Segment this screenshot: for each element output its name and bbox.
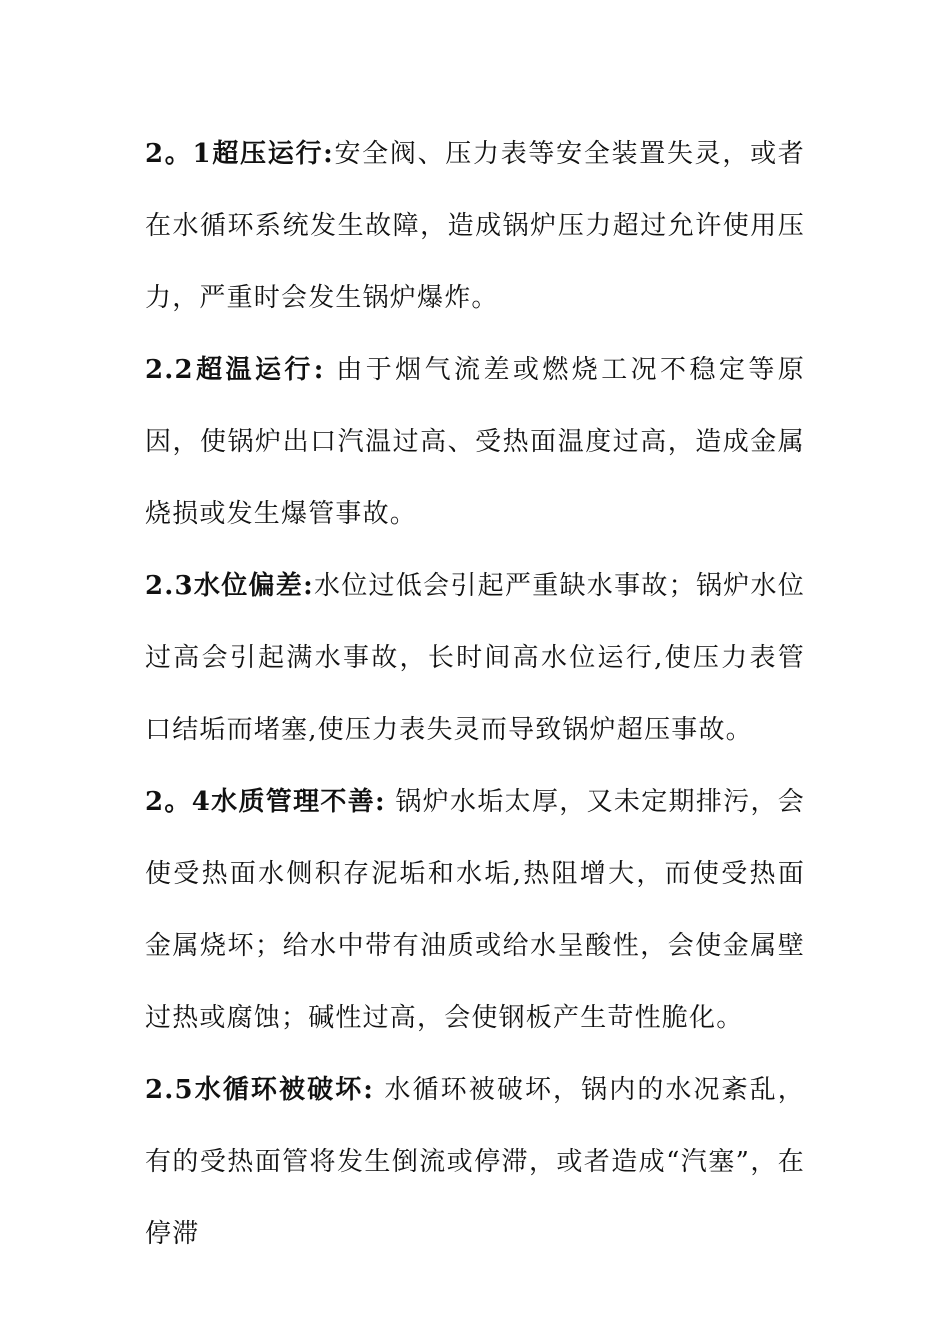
section-number: 2.3 <box>145 571 194 601</box>
section-2-5-paragraph <box>145 1054 805 1270</box>
section-body: 水位过低会引起严重缺水事故；锅炉水位过高会引起满水事故，长时间高水位运行,使压力表管口结垢而堵塞,使压力表失灵而导致锅炉超压事故。 <box>145 571 805 745</box>
section-heading: 超压运行: <box>211 139 334 169</box>
section-body: 水循环被破坏，锅内的水况紊乱，有的受热面管将发生倒流或停滞，或者造成“汽塞”，在停滞 <box>145 1075 805 1249</box>
section-2-3-paragraph <box>145 550 805 766</box>
section-2-2-paragraph <box>145 334 805 550</box>
section-body: 锅炉水垢太厚，又未定期排污，会使受热面水侧积存泥垢和水垢,热阻增大，而使受热面金属烧坏；给水中带有油质或给水呈酸性，会使金属壁过热或腐蚀；碱性过高，会使钢板产生苛性脆化。 <box>145 787 805 1033</box>
section-heading: 水位偏差: <box>193 571 314 601</box>
section-2-1-paragraph <box>145 118 805 334</box>
section-number: 2。1 <box>145 139 212 169</box>
section-heading: 超温运行: <box>193 355 325 385</box>
section-body: 由于烟气流差或燃烧工况不稳定等原因，使锅炉出口汽温过高、受热面温度过高，造成金属烧损或发生爆管事故。 <box>145 355 805 529</box>
section-body: 安全阀、压力表等安全装置失灵，或者在水循环系统发生故障，造成锅炉压力超过允许使用压力，严重时会发生锅炉爆炸。 <box>145 139 805 313</box>
document-page <box>145 118 805 1270</box>
section-number: 2.2 <box>145 355 194 385</box>
section-heading: 水循环被破坏: <box>193 1075 375 1105</box>
section-number: 2.5 <box>145 1075 194 1105</box>
section-2-4-paragraph <box>145 766 805 1054</box>
section-heading: 水质管理不善: <box>211 787 386 817</box>
section-number: 2。4 <box>145 787 212 817</box>
